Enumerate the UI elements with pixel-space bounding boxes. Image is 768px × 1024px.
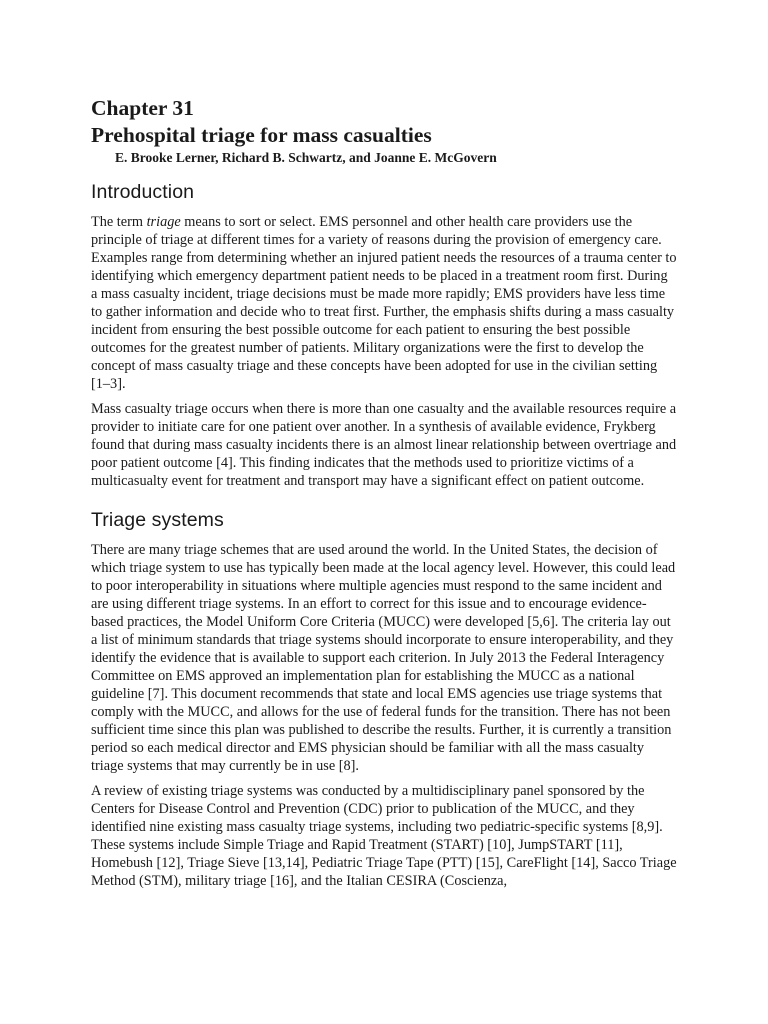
paragraph [91,213,677,393]
paragraph-text: The term [91,214,147,230]
section-heading-introduction: Introduction [91,181,195,203]
chapter-number: Chapter 31 [91,96,194,120]
paragraph: Mass casualty triage occurs when there is more than one casualty and the available resources require a provider to initiate care for one patient over another. In a synthesis of available evidence, Frykberg found that during mass casualty incidents there is an almost linear relationship between overtriage and poor patient outcome [4]. This finding indicates that the methods used to prioritize victims of a multicasualty event for treatment and transport may have a significant effect on patient outcome. [91,401,677,489]
chapter-authors: E. Brooke Lerner, Richard B. Schwartz, and Joanne E. McGovern [115,150,497,165]
paragraph: A review of existing triage systems was conducted by a multidisciplinary panel sponsored by the Centers for Disease Control and Prevention (CDC) prior to publication of the MUCC, and they identified nine existing mass casualty triage systems, including two pediatric-specific systems [8,9]. These systems include Simple Triage and Rapid Treatment (START) [10], JumpSTART [11], Homebush [12], Triage Sieve [13,14], Pediatric Triage Tape (PTT) [15], CareFlight [14], Sacco Triage Method (STM), military triage [16], and the Italian CESIRA (Coscienza, [91,783,677,889]
section-heading-triage-systems: Triage systems [91,509,224,531]
chapter-title: Prehospital triage for mass casualties [91,123,432,147]
chapter-header [91,95,691,166]
paragraph-text: means to sort or select. EMS personnel and other health care providers use the principle of triage at different times for a variety of reasons during the provision of emergency care. Examples range from determining whether an injured patient needs the resources of a trauma center to identifying which emergency department patient needs to be placed in a treatment room first. During a mass casualty incident, triage decisions must be made more rapidly; EMS providers have less time to gather information and decide who to treat first. Further, the emphasis shifts during a mass casualty incident from ensuring the best possible outcome for each patient to ensuring the best possible outcomes for the greatest number of patients. Military organizations were the first to develop the concept of mass casualty triage and these concepts have been adopted for use in the civilian setting [1–3]. [91,214,677,392]
body-text [91,180,677,897]
paragraph: There are many triage schemes that are used around the world. In the United States, the decision of which triage system to use has typically been made at the local agency level. However, this could lead to poor interoperability in situations where multiple agencies must respond to the same incident and are using different triage systems. In an effort to correct for this issue and to encourage evidence-based practices, the Model Uniform Core Criteria (MUCC) were developed [5,6]. The criteria lay out a list of minimum standards that triage systems should incorporate to ensure interoperability, and they identify the evidence that is available to support each criterion. In July 2013 the Federal Interagency Committee on EMS approved an implementation plan for establishing the MUCC as a national guideline [7]. This document recommends that state and local EMS agencies use triage systems that comply with the MUCC, and allows for the use of federal funds for the transition. There has not been sufficient time since this plan was published to describe the results. Further, it is currently a transition period so each medical director and EMS physician should be familiar with all the mass casualty triage systems that may currently be in use [8]. [91,542,676,774]
emphasized-term: triage [146,214,181,230]
